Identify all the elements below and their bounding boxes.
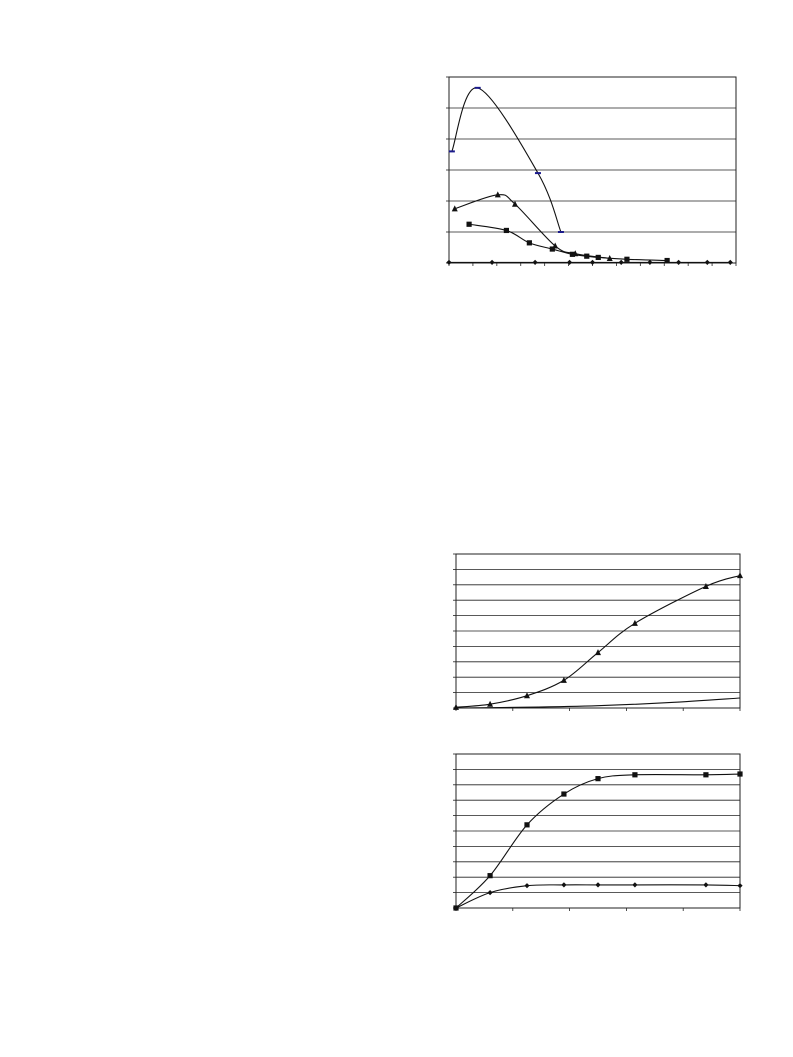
middle-growth-chart <box>450 548 744 716</box>
series-0 <box>453 771 742 910</box>
series-line <box>469 224 667 260</box>
series-1 <box>452 191 613 261</box>
dash-marker <box>535 172 541 174</box>
series-line <box>452 88 561 232</box>
triangle-marker <box>632 620 638 626</box>
diamond-marker <box>676 260 681 265</box>
square-marker <box>624 257 629 262</box>
square-marker <box>466 222 471 227</box>
series-2 <box>466 222 669 263</box>
diamond-marker <box>567 260 572 265</box>
diamond-marker <box>619 260 624 265</box>
dash-marker <box>558 231 564 233</box>
square-marker <box>703 772 708 777</box>
square-marker <box>596 255 601 260</box>
dash-marker <box>475 87 481 89</box>
bottom-saturation-chart <box>450 748 744 916</box>
top-decay-chart <box>440 72 740 272</box>
square-marker <box>570 252 575 257</box>
series-line <box>456 774 740 908</box>
diamond-marker <box>489 260 494 265</box>
square-marker <box>595 776 600 781</box>
series-3 <box>446 260 732 265</box>
square-marker <box>561 791 566 796</box>
series-line <box>455 195 610 259</box>
triangle-marker <box>595 649 601 655</box>
square-marker <box>632 772 637 777</box>
triangle-marker <box>737 572 743 578</box>
series-line <box>456 576 740 708</box>
triangle-marker <box>561 677 567 683</box>
diamond-marker <box>728 260 733 265</box>
square-marker <box>584 254 589 259</box>
diamond-marker <box>533 260 538 265</box>
diamond-marker <box>487 890 492 895</box>
diamond-marker <box>561 882 566 887</box>
dash-marker <box>449 150 455 152</box>
series-1 <box>453 882 742 910</box>
series-0 <box>453 572 743 710</box>
diamond-marker <box>703 882 708 887</box>
diamond-marker <box>524 883 529 888</box>
square-marker <box>527 240 532 245</box>
diamond-marker <box>632 882 637 887</box>
square-marker <box>504 228 509 233</box>
square-marker <box>550 246 555 251</box>
diamond-marker <box>737 883 742 888</box>
square-marker <box>487 873 492 878</box>
series-0 <box>449 87 564 233</box>
diamond-marker <box>595 882 600 887</box>
diamond-marker <box>590 260 595 265</box>
diamond-marker <box>705 260 710 265</box>
square-marker <box>524 822 529 827</box>
diamond-marker <box>446 260 451 265</box>
series-line <box>456 885 740 908</box>
square-marker <box>737 771 742 776</box>
